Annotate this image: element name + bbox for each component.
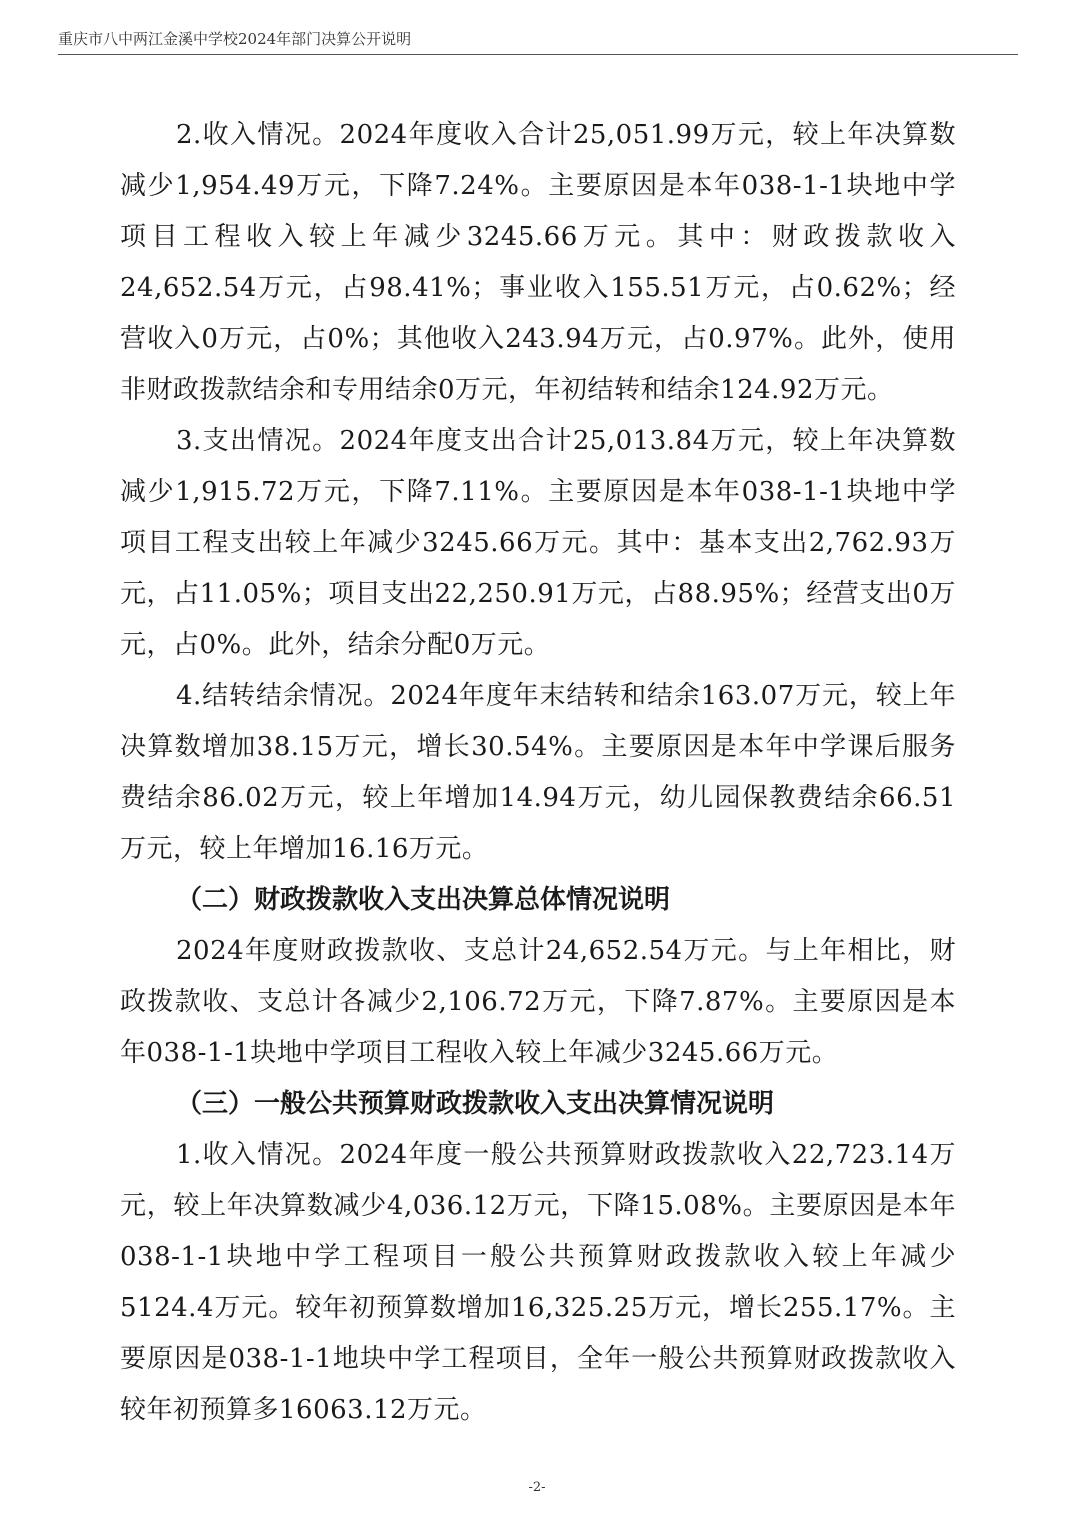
paragraph-fiscal-total: 2024年度财政拨款收、支总计24,652.54万元。与上年相比，财政拨款收、支总计各减少2,106.72万元，下降7.87%。主要原因是本年038-1-1块地中学项目工程收入较上年减少3245.66万元。 bbox=[120, 936, 956, 1068]
document-body bbox=[120, 110, 956, 1436]
paragraph-general-budget-income: 1.收入情况。2024年度一般公共预算财政拨款收入22,723.14万元，较上年决算数减少4,036.12万元，下降15.08%。主要原因是本年038-1-1块地中学工程项目一般公共预算财政拨款收入较上年减少5124.4万元。较年初预算数增加16,325.25万元，增长255.17%。主要原因是038-1-1地块中学工程项目，全年一般公共预算财政拨款收入较年初预算多16063.12万元。 bbox=[120, 1140, 956, 1425]
header-title: 重庆市八中两江金溪中学校2024年部门决算公开说明 bbox=[58, 30, 412, 48]
section-heading-2: （二）财政拨款收入支出决算总体情况说明 bbox=[176, 885, 671, 915]
paragraph-expenditure: 3.支出情况。2024年度支出合计25,013.84万元，较上年决算数减少1,915.72万元，下降7.11%。主要原因是本年038-1-1块地中学项目工程支出较上年减少3245.66万元。其中：基本支出2,762.93万元，占11.05%；项目支出22,250.91万元，占88.95%；经营支出0万元，占0%。此外，结余分配0万元。 bbox=[120, 426, 956, 660]
paragraph-income: 2.收入情况。2024年度收入合计25,051.99万元，较上年决算数减少1,954.49万元，下降7.24%。主要原因是本年038-1-1块地中学项目工程收入较上年减少3245.66万元。其中：财政拨款收入24,652.54万元，占98.41%；事业收入155.51万元，占0.62%；经营收入0万元，占0%；其他收入243.94万元，占0.97%。此外，使用非财政拨款结余和专用结余0万元，年初结转和结余124.92万元。 bbox=[120, 120, 956, 405]
page-header bbox=[58, 24, 1018, 55]
section-heading-3: （三）一般公共预算财政拨款收入支出决算情况说明 bbox=[176, 1089, 775, 1119]
page-number: -2- bbox=[528, 1480, 546, 1495]
paragraph-carryover: 4.结转结余情况。2024年度年末结转和结余163.07万元，较上年决算数增加38.15万元，增长30.54%。主要原因是本年中学课后服务费结余86.02万元，较上年增加14.94万元，幼儿园保教费结余66.51万元，较上年增加16.16万元。 bbox=[120, 681, 956, 864]
